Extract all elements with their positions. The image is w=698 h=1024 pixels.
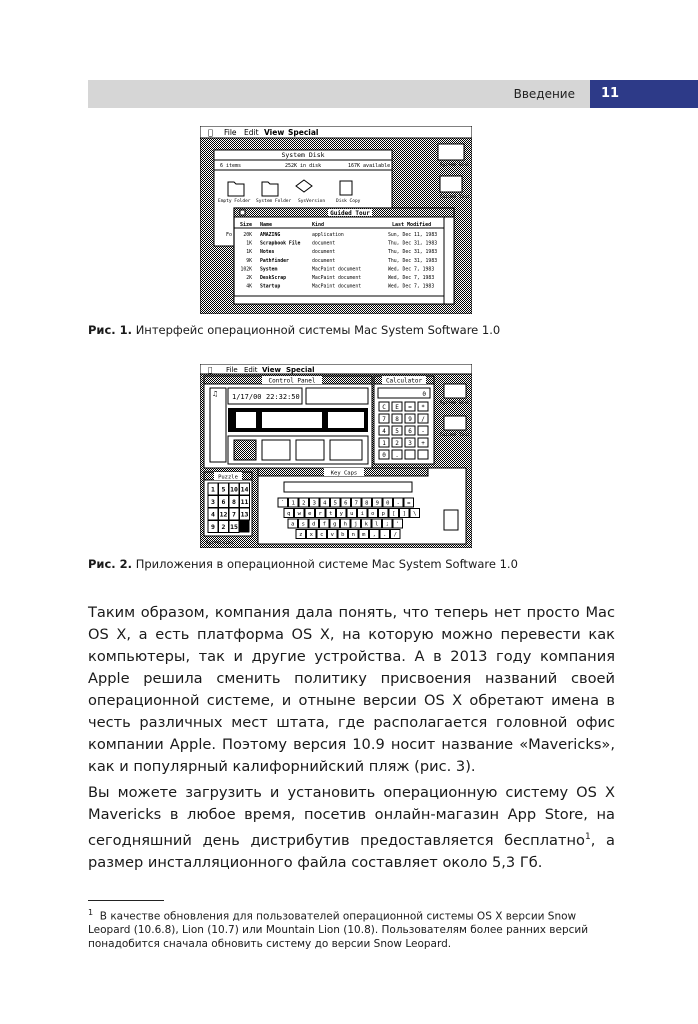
system-folder-icon[interactable] [262,182,278,196]
icon-label: Disk Copy [336,199,361,204]
menu-file[interactable]: File [226,366,238,374]
key-cap-label: h [343,521,347,528]
key-cap-label: / [393,532,397,538]
bottom-icon-label: SysVersion [206,541,234,546]
caption-label: Рис. 1. [88,323,133,337]
footnote [88,906,615,951]
file-kind: document [312,258,336,264]
puzzle-title: Puzzle [218,474,238,481]
mouse-icon [236,412,256,428]
key-cap-label: 0 [386,500,390,507]
caption-text: Приложения в операционной системе Mac System Software 1.0 [135,557,518,571]
speaker-icon: ♫ [212,390,219,398]
key-cap-label: a [291,521,295,528]
guided-tour-disk-icon[interactable] [444,416,466,430]
file-kind: document [312,250,336,256]
calculator-key-label: 1 [382,440,386,447]
calculator-key-label: = [408,404,412,411]
file-kind: MacPaint document [312,276,362,281]
calculator-key[interactable] [405,450,415,459]
puzzle-tile-number: 14 [240,485,249,494]
calculator-title: Calculator [385,377,423,385]
calculator-key-label: 8 [395,416,399,423]
key-cap-label: l [375,521,379,528]
desktop-icon-label: System Disk [440,401,470,406]
key-cap-label: ' [396,521,400,528]
vertical-scrollbar[interactable] [444,217,454,304]
key-cap-label: g [333,521,337,528]
file-kind: document [312,241,336,247]
puzzle-tile-number: 15 [230,523,238,531]
system-disk-icon[interactable] [444,384,466,398]
column-header-modified[interactable]: Last Modified [392,222,432,228]
calculator-key-label: 0 [382,452,386,459]
file-size: 2K [246,276,252,281]
control-panel-title: Control Panel [268,377,316,385]
disk-copy-icon[interactable] [340,181,352,195]
file-date: Thu, Dec 31, 1983 [388,250,438,256]
section-title: Введение [513,87,575,101]
file-size: 4K [246,284,252,290]
file-name: Scrapbook File [260,241,301,247]
menu-view[interactable]: View [262,366,281,374]
figure-1-screenshot [200,126,472,314]
file-row[interactable] [246,275,434,281]
key-cap-label: z [299,532,303,538]
menu-bar [200,126,472,138]
file-name: AMAZING [260,233,281,238]
key-cap-label: c [320,532,324,538]
pattern-preview[interactable] [296,440,324,460]
trash-icon[interactable] [444,510,458,530]
key-cap-label: o [371,511,375,517]
key-cap-label: [ [392,511,396,517]
key-cap-label: k [364,521,368,528]
keyboard-repeat-settings[interactable] [306,388,368,404]
icon-label: SysVersion [298,199,326,204]
key-cap-label: w [297,511,301,517]
key-cap-label: 2 [302,500,306,507]
footnote-marker: 1 [88,908,94,917]
calculator-key-label: C [382,404,386,411]
puzzle-tile-number: 5 [221,485,226,494]
figure-1-caption [88,323,500,337]
partial-label: Fo [226,232,233,238]
key-cap-label: 7 [354,500,358,507]
file-date: Sun, Dec 11, 1983 [388,233,438,238]
key-cap-label: f [322,521,326,528]
key-cap-label: p [381,511,385,517]
key-cap-label: j [354,521,358,528]
volume-slider[interactable] [210,388,226,462]
icon-label: System Folder [256,199,292,204]
calculator-key-label: / [421,416,425,423]
puzzle-tile-number: 1 [211,485,215,494]
calculator-key-label: E [395,404,399,411]
calculator-display-value: 0 [422,391,426,398]
key-cap-label: s [301,521,305,528]
puzzle-board [208,483,250,533]
file-row[interactable] [240,266,434,272]
key-cap-label: 4 [323,500,327,507]
puzzle-tile-number: 13 [240,510,249,519]
file-size: 9K [246,258,252,264]
apple-menu-icon[interactable] [208,366,212,374]
file-name: System [260,267,278,273]
footnote-divider [88,900,164,901]
click-speed-settings[interactable] [328,412,364,428]
key-cap-label: . [383,532,387,538]
calculator-key-label: . [395,452,399,459]
caption-text: Интерфейс операционной системы Mac System Software 1.0 [135,323,501,337]
key-cap-label: n [351,532,355,538]
horizontal-scrollbar[interactable] [234,296,444,304]
disk-used: 252K in disk [285,163,322,169]
menu-special[interactable]: Special [288,128,319,137]
file-size: 20K [243,233,252,238]
control-panel-time[interactable]: 22:32:50 [266,393,300,401]
figure-2-caption [88,557,518,571]
menu-edit[interactable]: Edit [244,128,259,137]
key-cap-label: t [329,511,333,517]
file-date: Wed, Dec 7, 1983 [388,276,435,281]
calculator-key-label: 5 [395,428,399,435]
footnote-reference[interactable]: 1 [584,832,591,842]
file-name: Startup [260,284,281,290]
file-kind: application [312,233,344,238]
desktop-icon-label: Guided Tour [440,433,470,438]
puzzle-tile-number: 3 [211,498,215,506]
body-paragraph-1: Таким образом, компания дала понять, что теперь нет просто Mac OS X, а есть платформа OS X, на которую можно перевести как компьютеры, так и другие устройства. А в 2013 году компания Apple решила сменить политику присвоения названий своей операционной системе, и отныне версии OS X обретают имена в честь различных мест штата, где располагается головной офис компании Apple. Поэтому версия 10.9 носит название «Mavericks», как и популярный калифорнийский пляж (рис. 3). [88,604,615,775]
calculator-key-label: 2 [395,440,399,447]
pattern-editor[interactable] [262,440,290,460]
caption-label: Рис. 2. [88,557,133,571]
key-cap-label: ; [385,521,389,528]
paragraph-text: , а размер инсталляционного файла составляет около 5,3 Гб. [88,831,615,871]
calculator-key[interactable] [418,450,428,459]
menu-file[interactable]: File [224,128,237,137]
close-box-icon[interactable] [240,210,245,215]
puzzle-tile-number: 10 [230,485,238,494]
control-panel-date[interactable]: 1/17/00 [232,393,262,401]
key-cap-label: m [362,532,366,538]
file-date: Thu, Dec 31, 1983 [388,241,438,247]
disk-items-count: 6 items [220,163,242,169]
desktop-icon-label: Guided Tour [440,195,470,200]
file-kind: MacPaint document [312,267,362,273]
key-cap-label: 9 [375,500,379,507]
file-row[interactable] [246,284,434,290]
system-disk-title: System Disk [281,151,325,159]
calculator-key-label: + [421,440,425,447]
key-cap-label: 6 [344,500,348,507]
puzzle-tile-number: 8 [232,498,236,506]
calculator-key-label: 3 [408,440,412,447]
body-paragraph-2 [88,782,615,874]
file-name: Notes [260,250,275,256]
apple-menu-icon[interactable] [208,128,213,137]
file-name: Pathfinder [260,258,289,264]
blink-rate-settings[interactable] [262,412,322,428]
puzzle-tile-number: 7 [232,510,236,519]
file-date: Thu, Dec 31, 1983 [388,258,438,264]
file-row[interactable] [243,232,437,238]
icon-label: Empty Folder [218,199,251,204]
calculator-key-label: 7 [382,416,386,423]
folder-icon[interactable] [228,182,244,196]
key-cap-label: ` [281,500,285,507]
file-date: Wed, Dec 7, 1983 [388,284,435,290]
column-header-kind[interactable]: Kind [312,222,325,228]
key-cap-label: , [372,532,376,538]
key-cap-label: r [318,511,322,517]
puzzle-tile-number: 12 [219,510,228,519]
menu-special[interactable]: Special [286,366,315,374]
key-cap-label: = [407,500,411,507]
key-cap-label: 8 [365,500,369,507]
file-kind: MacPaint document [312,284,362,290]
key-caps-title: Key Caps [330,470,358,477]
puzzle-tile-number: 9 [211,523,215,531]
figure-2-screenshot [200,364,472,548]
calculator-key-label: 9 [408,416,412,423]
file-size: 1K [246,250,252,256]
key-cap-label: u [350,511,354,517]
puzzle-empty-slot [240,521,250,533]
key-cap-label: 5 [333,500,337,507]
paragraph-text: Вы можете загрузить и установить операционную систему OS X Mavericks в любое время, посетив онлайн-магазин App Store, на сегодняшний день дистрибутив предоставляется бесплатно [88,784,615,849]
column-header-size[interactable]: Size [240,222,253,228]
key-cap-label: e [308,511,312,517]
key-cap-label: i [360,511,364,517]
file-name: DeskScrap [260,276,286,281]
file-size: 1K [246,241,252,247]
file-size: 102K [240,267,252,273]
running-header [88,80,611,108]
key-cap-label: y [339,511,343,517]
menu-edit[interactable]: Edit [244,366,258,374]
footnote-text: В качестве обновления для пользователей операционной системы OS X версии Snow Leopard (10.6.8), Lion (10.7) или Mountain Lion (10.8). Пользователям более ранних версий понадобится сначала обновить систему до версии Snow Leopard. [88,910,589,950]
desktop-icon-label: System Disk [440,163,470,168]
puzzle-tile-number: 4 [211,510,215,519]
column-header-name[interactable]: Name [260,222,273,228]
calculator-key-label: 6 [408,428,412,435]
key-cap-label: v [330,532,334,538]
file-date: Wed, Dec 7, 1983 [388,267,435,273]
key-cap-label: d [312,521,316,528]
key-cap-label: ] [402,511,406,517]
key-cap-label: q [287,511,291,517]
menu-bar [200,364,472,374]
calculator-key-label: 4 [382,428,386,435]
guided-tour-disk-icon[interactable] [440,176,462,192]
key-cap-label: b [341,532,345,538]
key-cap-label: x [309,532,313,538]
menu-view[interactable]: View [264,128,285,137]
key-cap-label: 3 [312,500,316,507]
key-cap-label: \ [413,511,417,517]
guided-tour-title: Guided Tour [330,210,370,217]
puzzle-tile-number: 2 [221,523,226,531]
pointer-settings[interactable] [330,440,362,460]
page-number: 11 [590,80,698,108]
disk-available: 167K available [348,163,391,169]
key-cap-label: - [396,500,400,507]
system-disk-icon[interactable] [438,144,464,160]
key-cap-label: 1 [291,500,295,507]
calculator-key-label: - [421,428,425,435]
desktop-pattern-icon[interactable] [234,440,256,460]
puzzle-tile-number: 11 [240,498,249,506]
key-caps-text-field[interactable] [284,482,412,492]
calculator-key-label: * [421,404,425,411]
puzzle-tile-number: 6 [221,498,226,506]
